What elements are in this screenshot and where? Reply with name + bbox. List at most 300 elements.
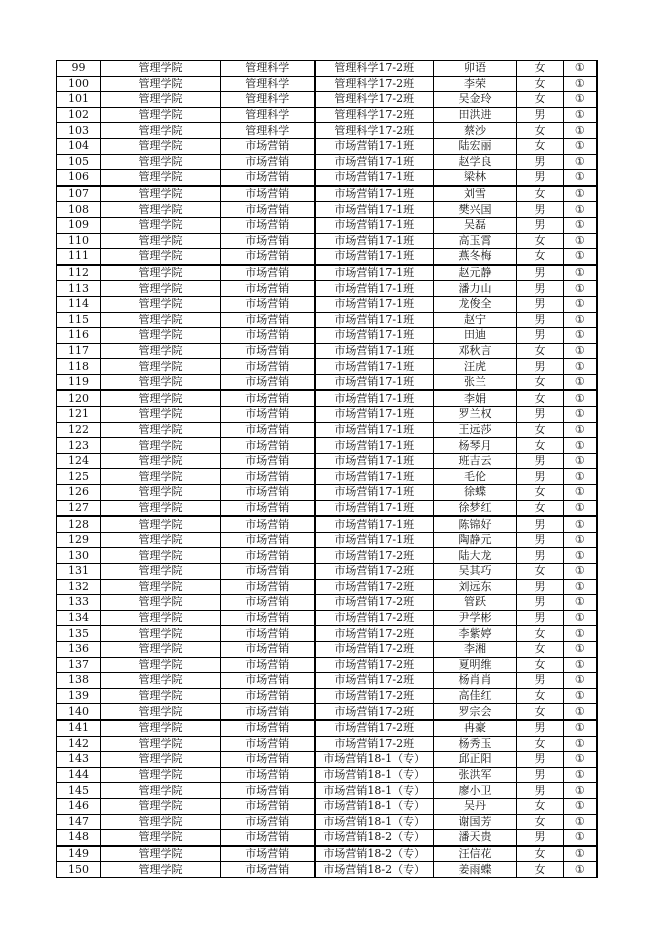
gender-cell: 男 [517,328,564,344]
table-row [57,438,597,454]
major-cell: 市场营销 [221,516,315,532]
gender-cell: 女 [517,688,564,704]
major-cell: 市场营销 [221,359,315,375]
gender-cell: 女 [517,798,564,814]
row-number-cell: 116 [57,328,101,344]
college-cell: 管理学院 [101,783,221,799]
gender-cell: 男 [517,453,564,469]
class-name-cell: 市场营销18-2（专） [315,830,434,846]
row-number-cell: 135 [57,626,101,642]
class-name-cell: 市场营销17-2班 [315,657,434,673]
class-name-cell: 市场营销17-1班 [315,170,434,186]
student-name-cell: 刘雪 [434,186,517,202]
table-row [57,736,597,752]
mark-cell: ① [564,516,597,532]
class-name-cell: 市场营销18-1（专） [315,752,434,768]
gender-cell: 男 [517,783,564,799]
mark-cell: ① [564,217,597,233]
student-name-cell: 邓秋言 [434,343,517,359]
mark-cell: ① [564,752,597,768]
student-table [56,60,598,878]
row-number-cell: 138 [57,673,101,689]
row-number-cell: 140 [57,704,101,720]
mark-cell: ① [564,641,597,657]
mark-cell: ① [564,626,597,642]
major-cell: 市场营销 [221,830,315,846]
table-row [57,407,597,423]
student-name-cell: 高玉霄 [434,233,517,249]
student-name-cell: 李荣 [434,76,517,92]
college-cell: 管理学院 [101,548,221,564]
row-number-cell: 131 [57,564,101,580]
class-name-cell: 市场营销18-1（专） [315,814,434,830]
college-cell: 管理学院 [101,673,221,689]
table-row [57,830,597,846]
gender-cell: 男 [517,516,564,532]
student-name-cell: 吴磊 [434,217,517,233]
class-name-cell: 市场营销17-1班 [315,407,434,423]
row-number-cell: 136 [57,641,101,657]
student-name-cell: 高佳红 [434,688,517,704]
mark-cell: ① [564,736,597,752]
mark-cell: ① [564,610,597,626]
student-name-cell: 李娟 [434,390,517,406]
college-cell: 管理学院 [101,281,221,297]
major-cell: 市场营销 [221,265,315,281]
class-name-cell: 市场营销17-2班 [315,579,434,595]
gender-cell: 男 [517,154,564,170]
college-cell: 管理学院 [101,138,221,154]
major-cell: 市场营销 [221,814,315,830]
row-number-cell: 117 [57,343,101,359]
major-cell: 管理科学 [221,107,315,123]
major-cell: 市场营销 [221,704,315,720]
major-cell: 市场营销 [221,422,315,438]
student-name-cell: 毛伦 [434,469,517,485]
college-cell: 管理学院 [101,610,221,626]
college-cell: 管理学院 [101,312,221,328]
major-cell: 市场营销 [221,657,315,673]
row-number-cell: 125 [57,469,101,485]
mark-cell: ① [564,485,597,501]
row-number-cell: 129 [57,532,101,548]
row-number-cell: 118 [57,359,101,375]
major-cell: 市场营销 [221,862,315,878]
college-cell: 管理学院 [101,343,221,359]
student-name-cell: 刘远东 [434,579,517,595]
student-name-cell: 杨秀玉 [434,736,517,752]
major-cell: 市场营销 [221,343,315,359]
class-name-cell: 市场营销17-1班 [315,359,434,375]
major-cell: 市场营销 [221,720,315,736]
college-cell: 管理学院 [101,564,221,580]
college-cell: 管理学院 [101,830,221,846]
student-name-cell: 罗兰权 [434,407,517,423]
gender-cell: 女 [517,438,564,454]
college-cell: 管理学院 [101,123,221,139]
major-cell: 市场营销 [221,688,315,704]
gender-cell: 女 [517,814,564,830]
student-name-cell: 樊兴国 [434,202,517,218]
mark-cell: ① [564,186,597,202]
college-cell: 管理学院 [101,846,221,862]
major-cell: 管理科学 [221,76,315,92]
major-cell: 市场营销 [221,281,315,297]
college-cell: 管理学院 [101,296,221,312]
college-cell: 管理学院 [101,485,221,501]
table-row [57,170,597,186]
table-row [57,579,597,595]
table-row [57,138,597,154]
row-number-cell: 141 [57,720,101,736]
class-name-cell: 市场营销17-1班 [315,485,434,501]
student-name-cell: 汪虎 [434,359,517,375]
student-name-cell: 罗宗会 [434,704,517,720]
class-name-cell: 市场营销17-1班 [315,312,434,328]
student-name-cell: 张兰 [434,374,517,390]
mark-cell: ① [564,249,597,265]
student-name-cell: 赵宁 [434,312,517,328]
major-cell: 市场营销 [221,374,315,390]
table-row [57,704,597,720]
major-cell: 市场营销 [221,453,315,469]
major-cell: 市场营销 [221,202,315,218]
class-name-cell: 市场营销17-1班 [315,217,434,233]
row-number-cell: 123 [57,438,101,454]
college-cell: 管理学院 [101,814,221,830]
row-number-cell: 128 [57,516,101,532]
table-row [57,516,597,532]
mark-cell: ① [564,783,597,799]
class-name-cell: 市场营销18-2（专） [315,846,434,862]
gender-cell: 男 [517,281,564,297]
gender-cell: 女 [517,485,564,501]
mark-cell: ① [564,170,597,186]
row-number-cell: 107 [57,186,101,202]
major-cell: 管理科学 [221,92,315,108]
student-name-cell: 王远莎 [434,422,517,438]
class-name-cell: 市场营销17-1班 [315,532,434,548]
college-cell: 管理学院 [101,579,221,595]
college-cell: 管理学院 [101,720,221,736]
class-name-cell: 市场营销18-1（专） [315,798,434,814]
gender-cell: 女 [517,704,564,720]
college-cell: 管理学院 [101,265,221,281]
table-row [57,783,597,799]
major-cell: 市场营销 [221,328,315,344]
table-row [57,814,597,830]
mark-cell: ① [564,107,597,123]
mark-cell: ① [564,76,597,92]
class-name-cell: 管理科学17-2班 [315,61,434,77]
class-name-cell: 市场营销17-1班 [315,500,434,516]
class-name-cell: 市场营销17-1班 [315,154,434,170]
major-cell: 市场营销 [221,532,315,548]
major-cell: 市场营销 [221,641,315,657]
mark-cell: ① [564,704,597,720]
college-cell: 管理学院 [101,217,221,233]
college-cell: 管理学院 [101,359,221,375]
college-cell: 管理学院 [101,657,221,673]
table-row [57,688,597,704]
college-cell: 管理学院 [101,107,221,123]
student-name-cell: 陆大龙 [434,548,517,564]
gender-cell: 女 [517,76,564,92]
gender-cell: 女 [517,233,564,249]
student-name-cell: 夏明维 [434,657,517,673]
gender-cell: 男 [517,610,564,626]
mark-cell: ① [564,343,597,359]
student-name-cell: 张洪军 [434,767,517,783]
row-number-cell: 101 [57,92,101,108]
college-cell: 管理学院 [101,688,221,704]
major-cell: 市场营销 [221,233,315,249]
gender-cell: 男 [517,170,564,186]
college-cell: 管理学院 [101,390,221,406]
row-number-cell: 126 [57,485,101,501]
gender-cell: 女 [517,186,564,202]
major-cell: 市场营销 [221,170,315,186]
gender-cell: 女 [517,390,564,406]
gender-cell: 男 [517,767,564,783]
college-cell: 管理学院 [101,595,221,611]
student-name-cell: 陶静元 [434,532,517,548]
mark-cell: ① [564,688,597,704]
class-name-cell: 管理科学17-2班 [315,107,434,123]
major-cell: 市场营销 [221,548,315,564]
major-cell: 市场营销 [221,154,315,170]
major-cell: 管理科学 [221,61,315,77]
mark-cell: ① [564,814,597,830]
gender-cell: 男 [517,673,564,689]
student-name-cell: 管跃 [434,595,517,611]
table-row [57,107,597,123]
major-cell: 市场营销 [221,217,315,233]
row-number-cell: 127 [57,500,101,516]
student-name-cell: 冉豪 [434,720,517,736]
mark-cell: ① [564,830,597,846]
class-name-cell: 市场营销17-1班 [315,343,434,359]
student-name-cell: 杨肖肖 [434,673,517,689]
class-name-cell: 市场营销17-2班 [315,548,434,564]
gender-cell: 男 [517,296,564,312]
student-name-cell: 陈锦好 [434,516,517,532]
table-row [57,500,597,516]
major-cell: 市场营销 [221,312,315,328]
class-name-cell: 市场营销17-1班 [315,249,434,265]
class-name-cell: 市场营销17-2班 [315,626,434,642]
mark-cell: ① [564,296,597,312]
table-row [57,595,597,611]
major-cell: 市场营销 [221,798,315,814]
class-name-cell: 市场营销17-2班 [315,610,434,626]
college-cell: 管理学院 [101,767,221,783]
major-cell: 市场营销 [221,138,315,154]
class-name-cell: 管理科学17-2班 [315,92,434,108]
gender-cell: 男 [517,265,564,281]
gender-cell: 女 [517,862,564,878]
major-cell: 市场营销 [221,500,315,516]
class-name-cell: 市场营销17-1班 [315,328,434,344]
college-cell: 管理学院 [101,154,221,170]
mark-cell: ① [564,798,597,814]
class-name-cell: 市场营销18-1（专） [315,767,434,783]
mark-cell: ① [564,548,597,564]
gender-cell: 男 [517,548,564,564]
student-name-cell: 燕冬梅 [434,249,517,265]
table-row [57,846,597,862]
row-number-cell: 122 [57,422,101,438]
college-cell: 管理学院 [101,374,221,390]
mark-cell: ① [564,532,597,548]
gender-cell: 女 [517,626,564,642]
college-cell: 管理学院 [101,453,221,469]
student-name-cell: 廖小卫 [434,783,517,799]
row-number-cell: 110 [57,233,101,249]
college-cell: 管理学院 [101,736,221,752]
major-cell: 市场营销 [221,407,315,423]
gender-cell: 男 [517,217,564,233]
row-number-cell: 105 [57,154,101,170]
row-number-cell: 139 [57,688,101,704]
table-row [57,767,597,783]
major-cell: 市场营销 [221,626,315,642]
row-number-cell: 132 [57,579,101,595]
college-cell: 管理学院 [101,186,221,202]
major-cell: 市场营销 [221,564,315,580]
major-cell: 市场营销 [221,438,315,454]
gender-cell: 女 [517,846,564,862]
college-cell: 管理学院 [101,422,221,438]
table-row [57,186,597,202]
major-cell: 市场营销 [221,186,315,202]
table-row [57,123,597,139]
student-name-cell: 谢国芳 [434,814,517,830]
class-name-cell: 市场营销17-1班 [315,422,434,438]
mark-cell: ① [564,438,597,454]
student-name-cell: 潘天贵 [434,830,517,846]
student-name-cell: 吴丹 [434,798,517,814]
table-row [57,374,597,390]
row-number-cell: 99 [57,61,101,77]
table-row [57,249,597,265]
row-number-cell: 124 [57,453,101,469]
college-cell: 管理学院 [101,233,221,249]
gender-cell: 男 [517,579,564,595]
student-name-cell: 徐梦红 [434,500,517,516]
gender-cell: 男 [517,830,564,846]
class-name-cell: 市场营销18-1（专） [315,783,434,799]
row-number-cell: 145 [57,783,101,799]
table-row [57,657,597,673]
student-name-cell: 李紫婷 [434,626,517,642]
class-name-cell: 市场营销17-1班 [315,186,434,202]
class-name-cell: 市场营销18-2（专） [315,862,434,878]
class-name-cell: 市场营销17-1班 [315,453,434,469]
college-cell: 管理学院 [101,407,221,423]
class-name-cell: 市场营销17-1班 [315,469,434,485]
mark-cell: ① [564,453,597,469]
major-cell: 市场营销 [221,579,315,595]
major-cell: 市场营销 [221,846,315,862]
gender-cell: 男 [517,312,564,328]
row-number-cell: 115 [57,312,101,328]
college-cell: 管理学院 [101,249,221,265]
row-number-cell: 148 [57,830,101,846]
row-number-cell: 108 [57,202,101,218]
student-name-cell: 龙俊全 [434,296,517,312]
student-name-cell: 赵元静 [434,265,517,281]
class-name-cell: 管理科学17-2班 [315,76,434,92]
class-name-cell: 市场营销17-2班 [315,688,434,704]
college-cell: 管理学院 [101,92,221,108]
major-cell: 市场营销 [221,469,315,485]
college-cell: 管理学院 [101,641,221,657]
table-row [57,673,597,689]
mark-cell: ① [564,657,597,673]
major-cell: 市场营销 [221,767,315,783]
class-name-cell: 市场营销17-1班 [315,138,434,154]
college-cell: 管理学院 [101,438,221,454]
class-name-cell: 市场营销17-1班 [315,233,434,249]
row-number-cell: 144 [57,767,101,783]
college-cell: 管理学院 [101,500,221,516]
college-cell: 管理学院 [101,516,221,532]
class-name-cell: 市场营销17-2班 [315,736,434,752]
mark-cell: ① [564,61,597,77]
student-name-cell: 潘力山 [434,281,517,297]
table-row [57,61,597,77]
row-number-cell: 137 [57,657,101,673]
student-name-cell: 姜雨蝶 [434,862,517,878]
class-name-cell: 市场营销17-1班 [315,516,434,532]
gender-cell: 女 [517,374,564,390]
mark-cell: ① [564,312,597,328]
major-cell: 市场营销 [221,296,315,312]
table-row [57,265,597,281]
gender-cell: 男 [517,720,564,736]
row-number-cell: 130 [57,548,101,564]
table-row [57,641,597,657]
college-cell: 管理学院 [101,61,221,77]
gender-cell: 女 [517,138,564,154]
class-name-cell: 市场营销17-2班 [315,704,434,720]
table-row [57,422,597,438]
mark-cell: ① [564,281,597,297]
major-cell: 市场营销 [221,783,315,799]
class-name-cell: 管理科学17-2班 [315,123,434,139]
mark-cell: ① [564,374,597,390]
gender-cell: 女 [517,123,564,139]
mark-cell: ① [564,407,597,423]
mark-cell: ① [564,595,597,611]
major-cell: 市场营销 [221,673,315,689]
mark-cell: ① [564,767,597,783]
major-cell: 市场营销 [221,595,315,611]
mark-cell: ① [564,359,597,375]
gender-cell: 男 [517,532,564,548]
row-number-cell: 106 [57,170,101,186]
gender-cell: 男 [517,202,564,218]
row-number-cell: 121 [57,407,101,423]
student-name-cell: 赵学良 [434,154,517,170]
table-row [57,610,597,626]
mark-cell: ① [564,233,597,249]
class-name-cell: 市场营销17-1班 [315,265,434,281]
mark-cell: ① [564,720,597,736]
student-name-cell: 徐蝶 [434,485,517,501]
gender-cell: 女 [517,641,564,657]
